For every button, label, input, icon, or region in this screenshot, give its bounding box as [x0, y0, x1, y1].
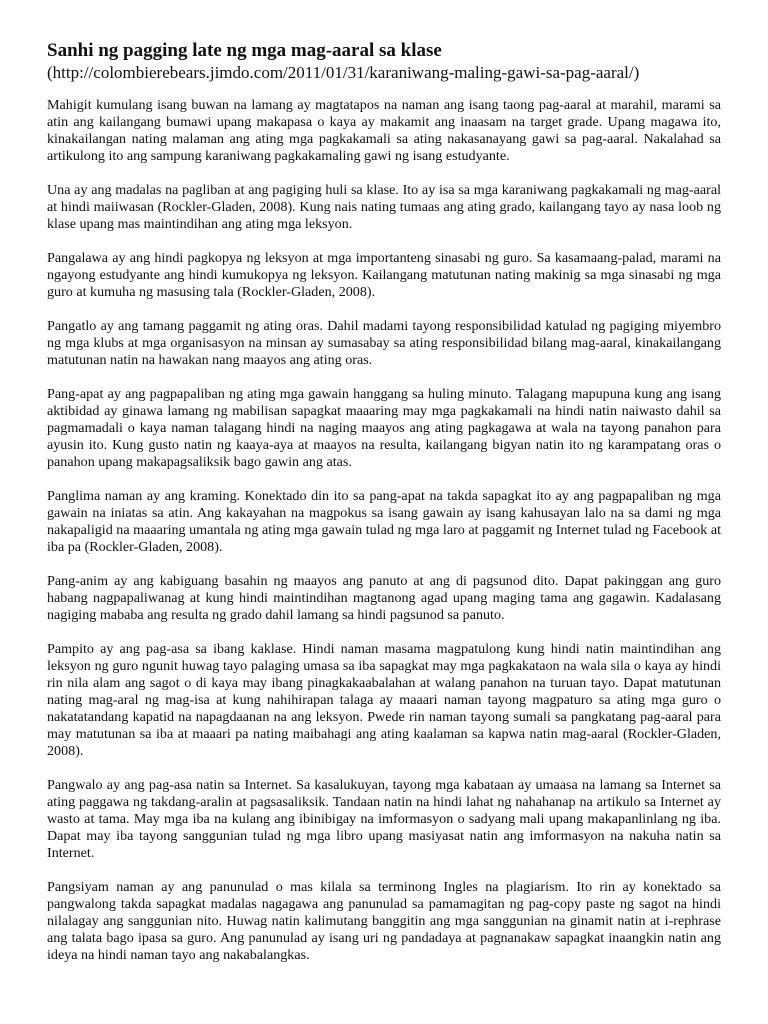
- paragraph-pangsiyam: Pangsiyam naman ay ang panunulad o mas kilala sa terminong Ingles na plagiarism. Ito rin ay konektado sa pangwalong takda sapagkat madalas nagagawa ang panunulad sa pamamagitan ng pag-copy paste ng sagot na hindi nilalagay ang sanggunian nito. Huwag natin kalimutang banggitin ang mga sanggunian na ginamit natin at i-rephrase ang talata bago ipasa sa guro. Ang panunulad ay isang uri ng pandadaya at pagnanakaw sapagkat inaangkin natin ang ideya na hindi naman tayo ang nakabalangkas.: [47, 879, 721, 963]
- paragraph-intro: Mahigit kumulang isang buwan na lamang ay magtatapos na naman ang isang taong pag-aaral at marahil, marami sa atin ang kailangang bumawi upang makapasa o kaya ay makamit ang inaasam na target grade. Upang magawa ito, kinakailangan nating malaman ang ating mga pagkakamali sa ating nakasanayang gawi sa pag-aaral. Nakalahad sa artikulong ito ang sampung karaniwang pagkakamaling gawi ng isang estudyante.: [47, 97, 721, 164]
- source-url: (http://colombierebears.jimdo.com/2011/01/31/karaniwang-maling-gawi-sa-pag-aaral/): [47, 63, 640, 82]
- document-title: Sanhi ng pagging late ng mga mag-aaral sa klase: [47, 40, 442, 61]
- paragraph-pangwalo: Pangwalo ay ang pag-asa natin sa Internet. Sa kasalukuyan, tayong mga kabataan ay umaasa na lamang sa Internet sa ating paggawa ng takdang-aralin at pagsasaliksik. Tandaan natin na hindi lahat ng nahahanap na artikulo sa Internet ay wasto at tama. May mga iba na kulang ang ibinibigay na imformasyon o sadyang mali upang makapanlinlang ng iba. Dapat may iba tayong sanggunian tulad ng mga libro upang masiyasat natin ang imformasyon na nakuha natin sa Internet.: [47, 777, 721, 861]
- paragraph-pangatlo: Pangatlo ay ang tamang paggamit ng ating oras. Dahil madami tayong responsibilidad katulad ng pagiging miyembro ng mga klubs at mga organisasyon na minsan ay sumasabay sa ating responsibilidad bilang mag-aaral, kinakailangang matutunan natin na hawakan nang maayos ang ating oras.: [47, 318, 721, 368]
- paragraph-panglima: Panglima naman ay ang kraming. Konektado din ito sa pang-apat na takda sapagkat ito ay ang pagpapaliban ng mga gawain na iniatas sa atin. Ang kakayahan na magpokus sa isang gawain ay isang kahusayan lalo na sa dami ng mga nakapaligid na maaaring umantala ng ating mga gawain tulad ng mga laro at paggamit ng Internet tulad ng Facebook at iba pa (Rockler-Gladen, 2008).: [47, 488, 721, 555]
- paragraph-una: Una ay ang madalas na pagliban at ang pagiging huli sa klase. Ito ay isa sa mga karaniwang pagkakamali ng mag-aaral at hindi maiiwasan (Rockler-Gladen, 2008). Kung nais nating tumaas ang ating grado, kailangang tayo ay nasa loob ng klase upang mas maintindihan ang ating mga leksyon.: [47, 182, 721, 232]
- paragraph-pangalawa: Pangalawa ay ang hindi pagkopya ng leksyon at mga importanteng sinasabi ng guro. Sa kasamaang-palad, marami na ngayong estudyante ang hindi kumukopya ng leksyon. Kailangang matutunan nating makinig sa mga sinasabi ng mga guro at kumuha ng masusing tala (Rockler-Gladen, 2008).: [47, 250, 721, 300]
- paragraph-pang-anim: Pang-anim ay ang kabiguang basahin ng maayos ang panuto at ang di pagsunod dito. Dapat pakinggan ang guro habang nagpapaliwanag at kung hindi maintindihan magtanong agad upang maging tama ang gagawin. Kadalasang nagiging mababa ang resulta ng grado dahil lamang sa hindi pagsunod sa panuto.: [47, 573, 721, 623]
- paragraph-pang-apat: Pang-apat ay ang pagpapaliban ng ating mga gawain hanggang sa huling minuto. Talagang mapupuna kung ang isang aktibidad ay ginawa lamang ng mabilisan sapagkat maaaring may mga pagkakamali na hindi natin naiwasto dahil sa pagmamadali o kaya naman talagang hindi na naging maayos ang ating pagkagawa at wala na tayong panahon para ayusin ito. Kung gusto natin ng kaaya-aya at maayos na resulta, kailangang bigyan natin ito ng karampatang oras o panahon upang makapagsaliksik bago gawin ang atas.: [47, 386, 721, 470]
- paragraph-pampito: Pampito ay ang pag-asa sa ibang kaklase. Hindi naman masama magpatulong kung hindi natin maintindihan ang leksyon ng guro ngunit huwag tayo palaging umasa sa iba sapagkat may mga pagkakataon na wala sila o kaya ay hindi rin nila alam ang sagot o di kaya may ibang pinagkakaabalahan at walang panahon na turuan tayo. Dapat matutunan nating mag-aral ng mag-isa at kung nahihirapan talaga ay maaari naman tayong magpaturo sa ating mga guro o nakatatandang kapatid na napagdaanan na ang leksyon. Pwede rin naman tayong sumali sa pangkatang pag-aaral para may matutunan sa iba at maaari pa nating maibahagi ang ating kaalaman sa kapwa natin mag-aaral (Rockler-Gladen, 2008).: [47, 641, 721, 759]
